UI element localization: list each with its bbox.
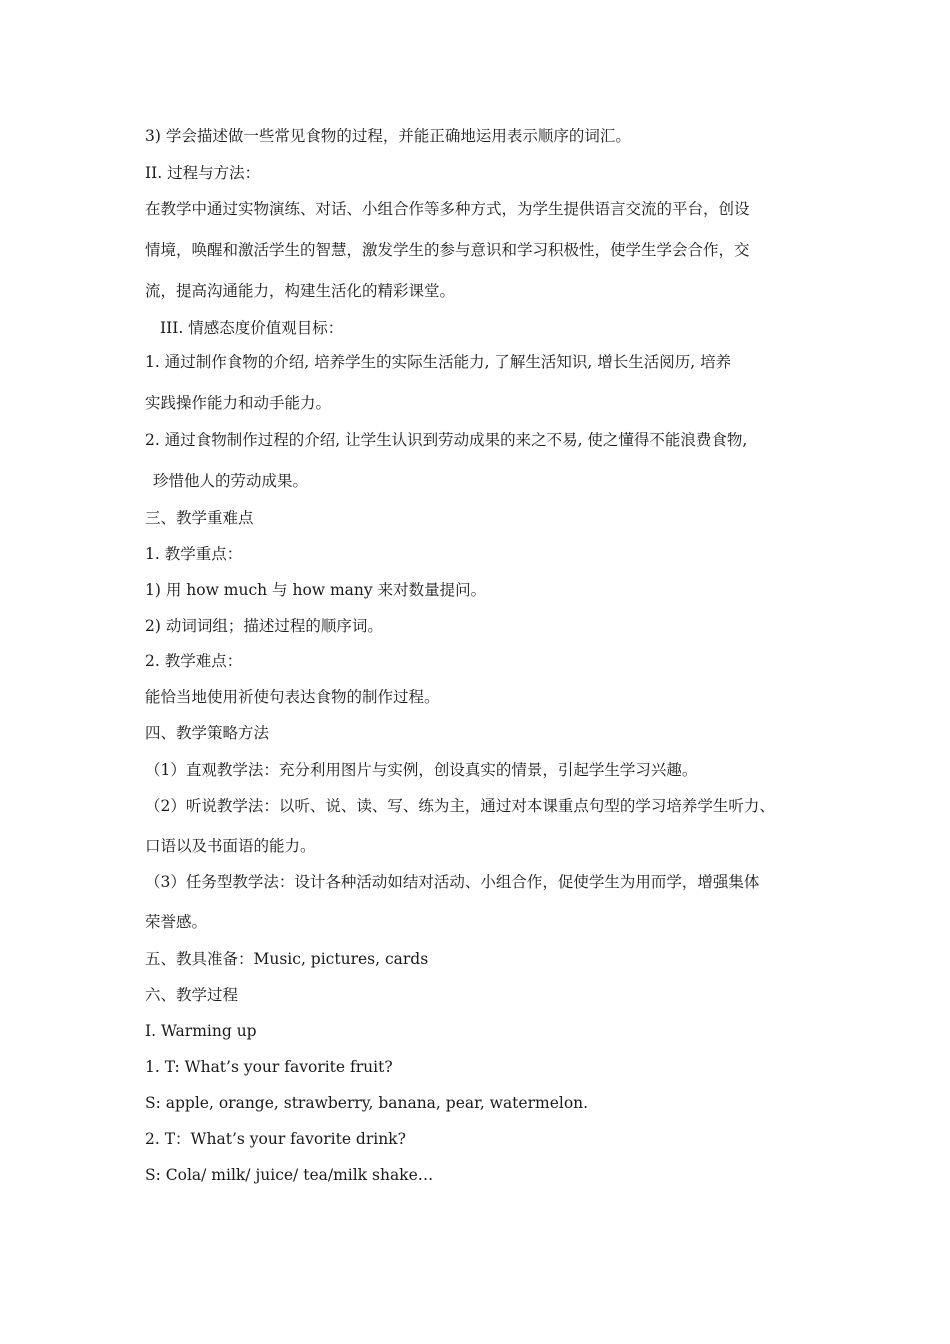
text-line: 流，提高沟通能力，构建生活化的精彩课堂。 [145, 282, 456, 300]
section-heading: 六、教学过程 [145, 986, 239, 1004]
text-line: 1. T: What’s your favorite fruit? [145, 1058, 393, 1076]
section-heading: II. 过程与方法： [145, 164, 261, 182]
text-line: 荣誉感。 [145, 913, 208, 931]
text-line: （2）听说教学法：以听、说、读、写、练为主，通过对本课重点句型的学习培养学生听力、 [145, 797, 775, 815]
text-line: S: Cola/ milk/ juice/ tea/milk shake… [145, 1166, 434, 1184]
text-line: I. Warming up [145, 1022, 257, 1040]
text-line: 口语以及书面语的能力。 [145, 837, 316, 855]
text-line: 1. 通过制作食物的介绍, 培养学生的实际生活能力, 了解生活知识, 增长生活阅历, 培养 [145, 353, 732, 371]
text-line: 珍惜他人的劳动成果。 [153, 472, 309, 490]
text-line: 1. 教学重点： [145, 545, 243, 563]
text-line: 在教学中通过实物演练、对话、小组合作等多种方式，为学生提供语言交流的平台，创设 [145, 200, 750, 218]
section-heading: 五、教具准备：Music, pictures, cards [145, 950, 429, 968]
text-line: 1) 用 how much 与 how many 来对数量提问。 [145, 581, 487, 599]
section-heading: III. 情感态度价值观目标： [160, 319, 344, 337]
section-heading: 四、教学策略方法 [145, 724, 270, 742]
text-line: （1）直观教学法：充分利用图片与实例，创设真实的情景，引起学生学习兴趣。 [145, 761, 698, 779]
text-line: （3）任务型教学法：设计各种活动如结对活动、小组合作，促使学生为用而学，增强集体 [145, 873, 760, 891]
text-line: 情境，唤醒和激活学生的智慧，激发学生的参与意识和学习积极性，使学生学会合作，交 [145, 241, 750, 259]
text-line: 2. T：What’s your favorite drink? [145, 1130, 406, 1148]
text-line: 2. 教学难点： [145, 652, 243, 670]
text-line: 2. 通过食物制作过程的介绍, 让学生认识到劳动成果的来之不易, 使之懂得不能浪费食物, [145, 431, 748, 449]
text-line: 2) 动词词组；描述过程的顺序词。 [145, 617, 383, 635]
text-line: 能恰当地使用祈使句表达食物的制作过程。 [145, 688, 440, 706]
text-line: 3) 学会描述做一些常见食物的过程，并能正确地运用表示顺序的词汇。 [145, 127, 631, 145]
section-heading: 三、教学重难点 [145, 509, 254, 527]
text-line: 实践操作能力和动手能力。 [145, 394, 332, 412]
text-line: S: apple, orange, strawberry, banana, pear, watermelon. [145, 1094, 589, 1112]
